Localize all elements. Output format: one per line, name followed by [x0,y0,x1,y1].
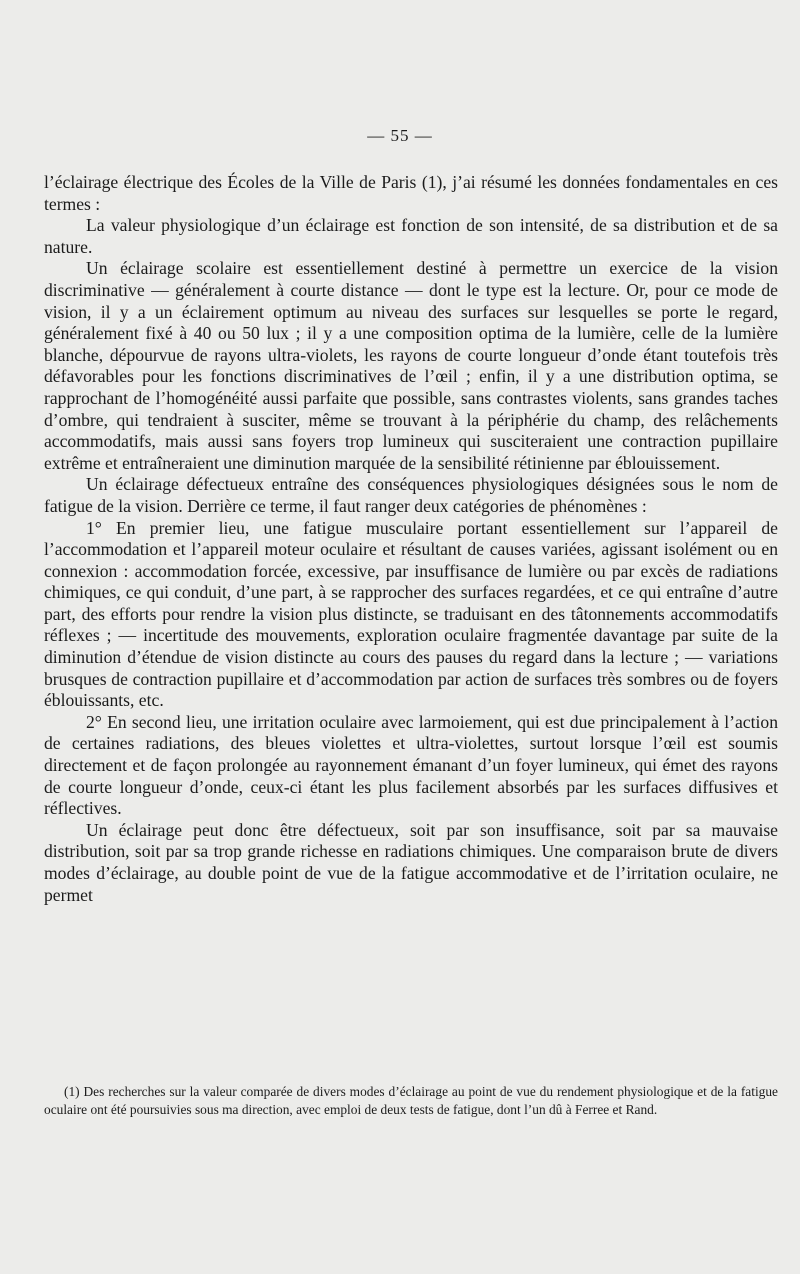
paragraph: La valeur physiologique d’un éclairage est fonction de son intensité, de sa distribution et de sa nature. [44,215,778,257]
paragraph: Un éclairage scolaire est essentiellement destiné à permettre un exercice de la vision discriminative — généralement à courte distance — dont le type est la lecture. Or, pour ce mode de vision, il y a un éclairement optimum au niveau des surfaces sur lesquelles se porte le regard, généralement fixé à 40 ou 50 lux ; il y a une composition optima de la lumière, celle de la lumière blanche, dépourvue de rayons ultra-violets, les rayons de courte longueur d’onde étant toutefois très défavorables pour les fonctions discriminatives de l’œil ; enfin, il y a une distribution optima, se rapprochant de l’homogénéité aussi parfaite que possible, sans contrastes violents, sans grandes taches d’ombre, qui tendraient à susciter, même se trouvant à la périphérie du champ, des relâchements accommodatifs, mais aussi sans foyers trop lumineux qui susciteraient une contraction pupillaire extrême et entraîneraient une diminution marquée de la sensibilité rétinienne par éblouissement. [44,258,778,473]
paragraph: 2° En second lieu, une irritation oculaire avec larmoiement, qui est due principalement à l’action de certaines radiations, des bleues violettes et ultra-violettes, surtout lorsque l’œil est soumis directement et de façon prolongée au rayonnement émanant d’un foyer lumineux, qui émet des rayons de courte longueur d’onde, ceux-ci étant les plus facilement absorbés par les surfaces diffusives et réflectives. [44,711,778,819]
paragraph: l’éclairage électrique des Écoles de la Ville de Paris (1), j’ai résumé les données fondamentales en ces termes : [44,172,778,214]
paragraph: Un éclairage peut donc être défectueux, soit par son insuffisance, soit par sa mauvaise distribution, soit par sa trop grande richesse en radiations chimiques. Une comparaison brute de divers modes d’éclairage, au double point de vue de la fatigue accommodative et de l’irritation oculaire, ne permet [44,819,778,905]
paragraph: 1° En premier lieu, une fatigue musculaire portant essentiellement sur l’appareil de l’accommodation et l’appareil moteur oculaire et résultant de causes variées, agissant isolément ou en connexion : accommodation forcée, excessive, par insuffisance de lumière ou par excès de radiations chimiques, ce qui conduit, d’une part, à se rapprocher des surfaces regardées, et ce qui entraîne d’autre part, des efforts pour rendre la vision plus distincte, se traduisant en des tâtonnements accommodatifs réflexes ; — incertitude des mouvements, exploration oculaire fragmentée davantage par suite de la diminution d’étendue de vision distincte au cours des pauses du regard dans la lecture ; — variations brusques de contraction pupillaire et d’accommodation par action de surfaces très sombres ou de foyers éblouissants, etc. [44,517,778,711]
paragraph: Un éclairage défectueux entraîne des conséquences physiologiques désignées sous le nom de fatigue de la vision. Derrière ce terme, il faut ranger deux catégories de phénomènes : [44,474,778,516]
body-text [44,172,778,906]
footnote [44,1083,778,1119]
page-number: — 55 — [367,126,433,145]
footnote-text: (1) Des recherches sur la valeur comparée de divers modes d’éclairage au point de vue du rendement physiologique et de la fatigue oculaire ont été poursuivies sous ma direction, avec emploi de deux tests de fatigue, dont l’un dû à Ferree et Rand. [44,1084,778,1117]
